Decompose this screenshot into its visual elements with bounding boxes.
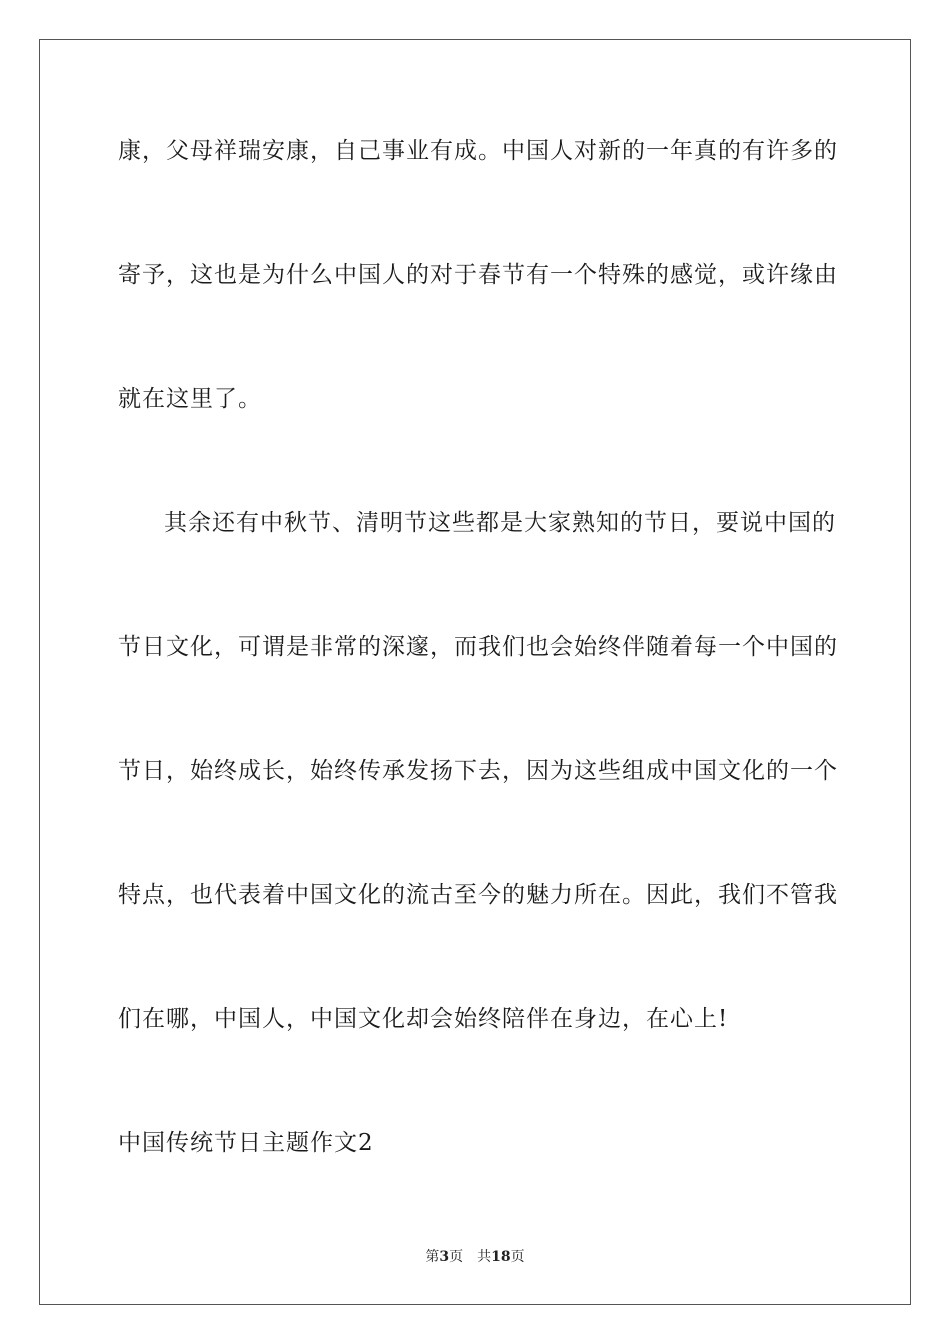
paragraph-line-5: 节日文化，可谓是非常的深邃，而我们也会始终伴随着每一个中国的 xyxy=(118,634,838,660)
paragraph-line-2: 寄予，这也是为什么中国人的对于春节有一个特殊的感觉，或许缘由 xyxy=(118,262,838,288)
total-suffix: 页 xyxy=(510,1249,525,1265)
total-pages: 18 xyxy=(491,1249,511,1265)
paragraph-line-3: 就在这里了。 xyxy=(118,386,262,412)
page-prefix: 第 xyxy=(425,1249,440,1265)
paragraph-line-7: 特点，也代表着中国文化的流古至今的魅力所在。因此，我们不管我 xyxy=(118,882,838,908)
page-footer xyxy=(0,1248,950,1266)
page-border xyxy=(39,39,911,1305)
section-heading: 中国传统节日主题作文2 xyxy=(118,1130,374,1156)
paragraph-line-8: 们在哪，中国人，中国文化却会始终陪伴在身边，在心上! xyxy=(118,1006,729,1032)
page-number: 3 xyxy=(439,1249,450,1265)
page-suffix: 页 xyxy=(449,1249,464,1265)
paragraph-line-6: 节日，始终成长，始终传承发扬下去，因为这些组成中国文化的一个 xyxy=(118,758,838,784)
total-prefix: 共 xyxy=(477,1249,492,1265)
paragraph-line-1: 康，父母祥瑞安康，自己事业有成。中国人对新的一年真的有许多的 xyxy=(118,138,838,164)
paragraph-line-4: 其余还有中秋节、清明节这些都是大家熟知的节日，要说中国的 xyxy=(164,510,836,536)
